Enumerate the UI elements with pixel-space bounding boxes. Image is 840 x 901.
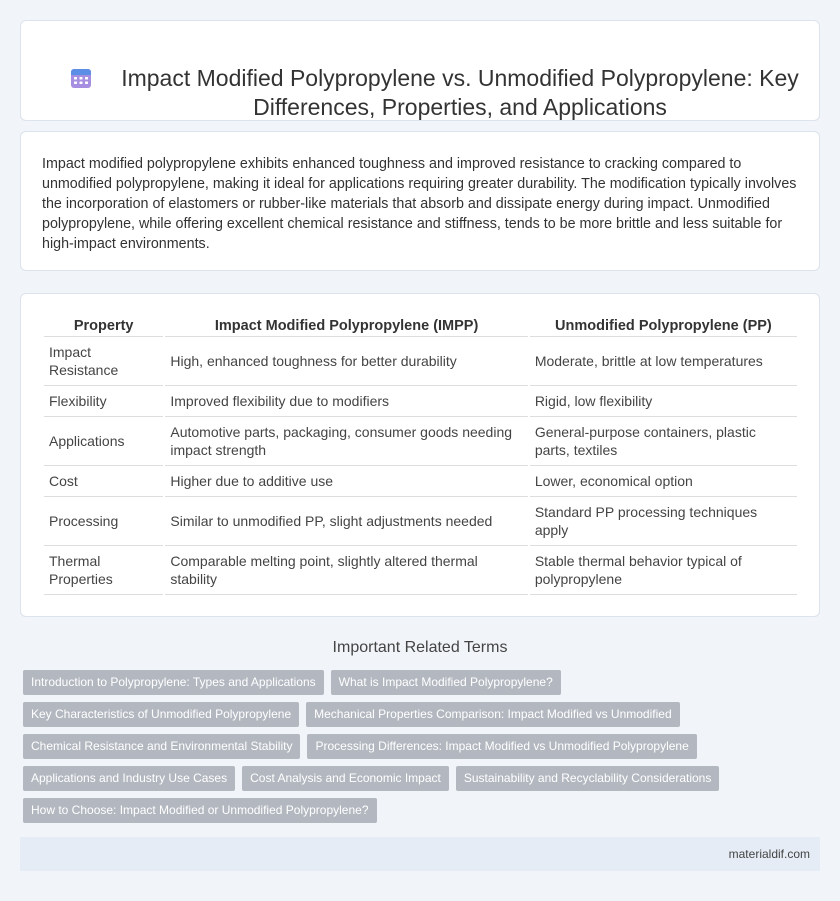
footer-site-name[interactable]: materialdif.com bbox=[728, 847, 810, 861]
related-term-link[interactable]: Sustainability and Recyclability Considerations bbox=[456, 766, 719, 791]
footer bbox=[20, 837, 820, 871]
related-term-link[interactable]: How to Choose: Impact Modified or Unmodified Polypropylene? bbox=[23, 798, 377, 823]
table-cell-pp: Standard PP processing techniques apply bbox=[530, 497, 797, 546]
table-row bbox=[44, 546, 797, 595]
related-terms-row bbox=[23, 670, 803, 695]
comparison-card bbox=[20, 293, 820, 617]
related-term-link[interactable]: Introduction to Polypropylene: Types and Applications bbox=[23, 670, 324, 695]
table-cell-impp: Improved flexibility due to modifiers bbox=[165, 386, 527, 417]
table-cell-impp: Automotive parts, packaging, consumer goods needing impact strength bbox=[165, 417, 527, 466]
comparison-table bbox=[42, 315, 799, 595]
related-term-link[interactable]: Chemical Resistance and Environmental Stability bbox=[23, 734, 300, 759]
table-cell-impp: High, enhanced toughness for better durability bbox=[165, 337, 527, 386]
table-cell-impp: Higher due to additive use bbox=[165, 466, 527, 497]
table-row bbox=[44, 337, 797, 386]
table-row bbox=[44, 497, 797, 546]
table-cell-impp: Similar to unmodified PP, slight adjustments needed bbox=[165, 497, 527, 546]
table-cell-pp: General-purpose containers, plastic parts, textiles bbox=[530, 417, 797, 466]
table-cell-property: Cost bbox=[44, 466, 163, 497]
calendar-icon bbox=[69, 66, 93, 90]
related-term-link[interactable]: Mechanical Properties Comparison: Impact Modified vs Unmodified bbox=[306, 702, 680, 727]
table-cell-property: Processing bbox=[44, 497, 163, 546]
intro-paragraph: Impact modified polypropylene exhibits enhanced toughness and improved resistance to cracking compared to unmodified polypropylene, making it ideal for applications requiring greater durability. The modification typically involves the incorporation of elastomers or rubber-like materials that absorb and dissipate energy during impact. Unmodified polypropylene, while offering excellent chemical resistance and stiffness, tends to be more brittle and less suitable for high-impact environments. bbox=[42, 156, 797, 252]
table-cell-property: Applications bbox=[44, 417, 163, 466]
table-cell-property: Thermal Properties bbox=[44, 546, 163, 595]
table-cell-pp: Lower, economical option bbox=[530, 466, 797, 497]
related-term-link[interactable]: Applications and Industry Use Cases bbox=[23, 766, 235, 791]
table-header-row bbox=[44, 315, 797, 337]
related-term-link[interactable]: Processing Differences: Impact Modified vs Unmodified Polypropylene bbox=[307, 734, 696, 759]
table-cell-impp: Comparable melting point, slightly altered thermal stability bbox=[165, 546, 527, 595]
header-card bbox=[20, 20, 820, 121]
related-terms-title: Important Related Terms bbox=[332, 639, 508, 656]
related-terms bbox=[23, 670, 803, 830]
table-cell-pp: Moderate, brittle at low temperatures bbox=[530, 337, 797, 386]
table-cell-property: Flexibility bbox=[44, 386, 163, 417]
table-row bbox=[44, 386, 797, 417]
table-header-cell: Unmodified Polypropylene (PP) bbox=[530, 315, 797, 337]
table-cell-pp: Stable thermal behavior typical of polypropylene bbox=[530, 546, 797, 595]
page-title: Impact Modified Polypropylene vs. Unmodified Polypropylene: Key Differences, Properties, and Applications bbox=[121, 65, 799, 120]
related-terms-row bbox=[23, 734, 803, 759]
table-row bbox=[44, 417, 797, 466]
table-header-cell: Impact Modified Polypropylene (IMPP) bbox=[165, 315, 527, 337]
table-cell-property: Impact Resistance bbox=[44, 337, 163, 386]
table-header-cell: Property bbox=[44, 315, 163, 337]
related-terms-row bbox=[23, 766, 803, 791]
related-terms-row bbox=[23, 702, 803, 727]
table-cell-pp: Rigid, low flexibility bbox=[530, 386, 797, 417]
related-terms-row bbox=[23, 798, 803, 823]
intro-card bbox=[20, 131, 820, 271]
related-term-link[interactable]: What is Impact Modified Polypropylene? bbox=[331, 670, 561, 695]
related-term-link[interactable]: Cost Analysis and Economic Impact bbox=[242, 766, 449, 791]
related-term-link[interactable]: Key Characteristics of Unmodified Polypropylene bbox=[23, 702, 299, 727]
table-row bbox=[44, 466, 797, 497]
